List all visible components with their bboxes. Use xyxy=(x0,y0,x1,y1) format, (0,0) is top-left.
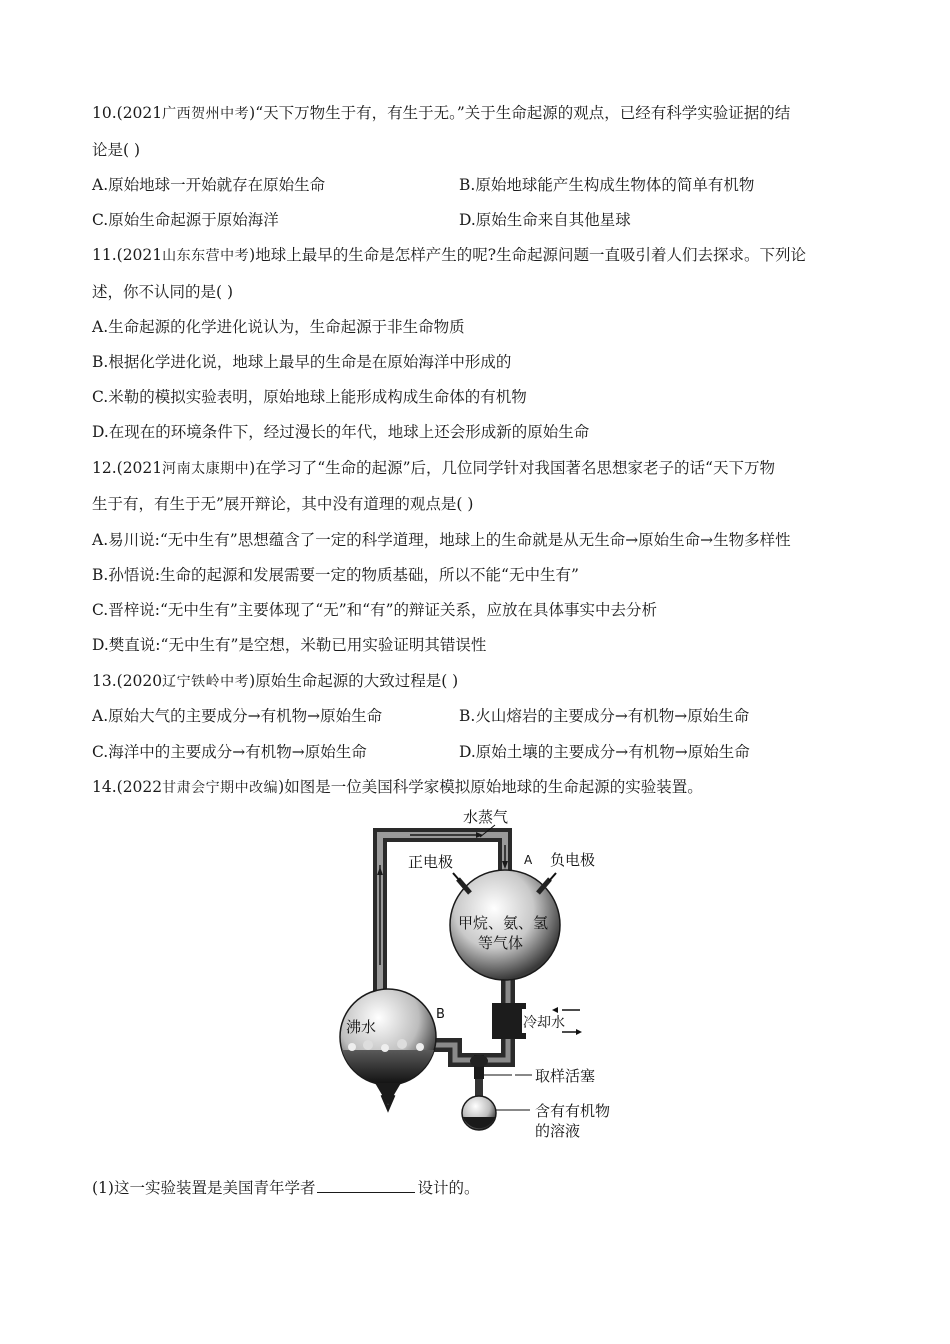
figure-label-positive-electrode: 正电极 xyxy=(408,853,454,871)
question-11-source: 山东东营中考 xyxy=(162,248,250,264)
condenser xyxy=(492,1003,526,1039)
q13-option-d: D.原始土壤的主要成分→有机物→原始生命 xyxy=(459,743,750,761)
figure-label-boiling-water: 沸水 xyxy=(346,1018,377,1036)
q11-option-a: A.生命起源的化学进化说认为，生命起源于非生命物质 xyxy=(92,318,465,336)
q12-option-c: C.晋梓说:“无中生有”主要体现了“无”和“有”的辩证关系，应放在具体事实中去分析 xyxy=(92,601,658,619)
question-12-stem: 12.(2021河南太康期中)在学习了“生命的起源”后，几位同学针对我国著名思想家老子的话“天下万物 xyxy=(92,459,775,477)
q13-option-a: A.原始大气的主要成分→有机物→原始生命 xyxy=(92,707,383,725)
figure-label-cooling-water: 冷却水 xyxy=(523,1015,565,1031)
question-11-stem: 11.(2021山东东营中考)地球上最早的生命是怎样产生的呢?生命起源问题一直吸引着人们去探求。下列论 xyxy=(92,246,807,264)
question-11-stem-cont: 述，你不认同的是( ) xyxy=(92,283,234,301)
question-14-stem: 14.(2022甘肃会宁期中改编)如图是一位美国科学家模拟原始地球的生命起源的实验装置。 xyxy=(92,778,703,796)
q11-option-b: B.根据化学进化说，地球上最早的生命是在原始海洋中形成的 xyxy=(92,353,512,371)
question-14-sub-1: (1)这一实验装置是美国青年学者 设计的。 xyxy=(92,1179,480,1197)
q10-option-b: B.原始地球能产生构成生物体的简单有机物 xyxy=(459,176,755,194)
figure-label-a: A xyxy=(524,853,533,867)
figure-label-stopcock: 取样活塞 xyxy=(535,1067,596,1085)
q12-option-d: D.樊直说:“无中生有”是空想，米勒已用实验证明其错误性 xyxy=(92,636,487,654)
figure-label-gases-2: 等气体 xyxy=(478,934,524,952)
boiling-flask xyxy=(340,989,436,1109)
figure-label-solution-2: 的溶液 xyxy=(535,1122,581,1140)
figure-label-gases-1: 甲烷、氨、氢 xyxy=(458,914,549,932)
question-10-stem-cont: 论是( ) xyxy=(92,141,141,159)
q12-option-b: B.孙悟说:生命的起源和发展需要一定的物质基础，所以不能“无中生有” xyxy=(92,566,579,584)
question-14-source: 甘肃会宁期中改编 xyxy=(162,780,279,796)
q11-option-c: C.米勒的模拟实验表明，原始地球上能形成构成生命体的有机物 xyxy=(92,388,527,406)
sample-flask xyxy=(462,1079,496,1130)
figure-label-solution-1: 含有有机物 xyxy=(535,1102,611,1120)
answer-blank[interactable] xyxy=(317,1178,415,1193)
question-13-source: 辽宁铁岭中考 xyxy=(162,674,250,690)
question-10-stem: 10.(2021广西贺州中考)“天下万物生于有，有生于无。”关于生命起源的观点，已经有科学实验证据的结 xyxy=(92,104,791,122)
miller-apparatus-figure xyxy=(330,805,660,1145)
question-10-source: 广西贺州中考 xyxy=(162,106,250,122)
q12-option-a: A.易川说:“无中生有”思想蕴含了一定的科学道理，地球上的生命就是从无生命→原始生命→生物多样性 xyxy=(92,531,791,549)
question-13-stem: 13.(2020辽宁铁岭中考)原始生命起源的大致过程是( ) xyxy=(92,672,459,690)
q10-option-c: C.原始生命起源于原始海洋 xyxy=(92,211,279,229)
figure-label-negative-electrode: 负电极 xyxy=(550,851,596,869)
q10-option-a: A.原始地球一开始就存在原始生命 xyxy=(92,176,326,194)
question-12-stem-cont: 生于有，有生于无”展开辩论，其中没有道理的观点是( ) xyxy=(92,495,474,513)
figure-label-b: B xyxy=(436,1007,445,1022)
q13-option-c: C.海洋中的主要成分→有机物→原始生命 xyxy=(92,743,367,761)
figure-label-steam: 水蒸气 xyxy=(463,808,509,826)
q11-option-d: D.在现在的环境条件下，经过漫长的年代，地球上还会形成新的原始生命 xyxy=(92,423,590,441)
q10-option-d: D.原始生命来自其他星球 xyxy=(459,211,631,229)
q13-option-b: B.火山熔岩的主要成分→有机物→原始生命 xyxy=(459,707,750,725)
question-12-source: 河南太康期中 xyxy=(162,461,250,477)
